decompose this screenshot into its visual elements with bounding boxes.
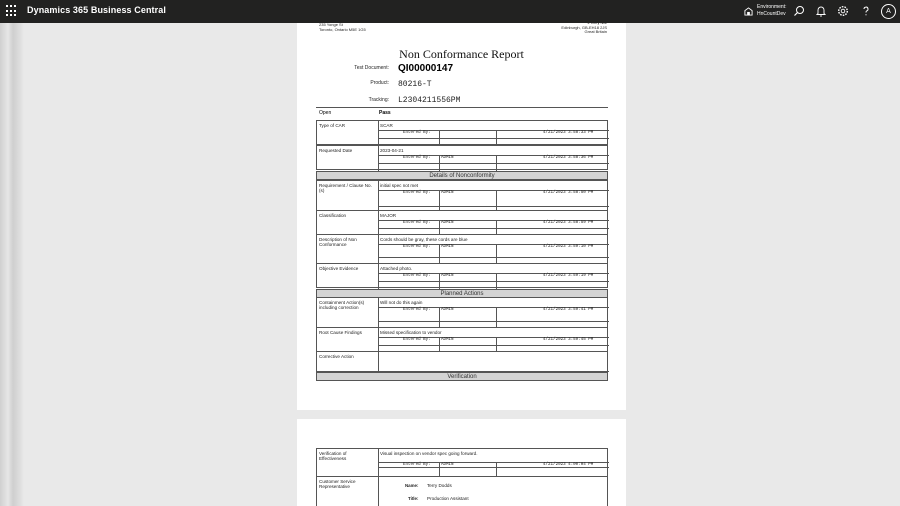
verification-label: Verification of Effectiveness	[319, 451, 347, 461]
entered-time: 4/21/2023 3:58:50 PM	[543, 191, 594, 195]
row-label: Corrective Action	[319, 354, 354, 359]
row-label: Requested Date	[319, 148, 353, 153]
csr-row	[316, 476, 608, 506]
table-row	[316, 297, 608, 328]
app-launcher-icon[interactable]	[6, 5, 18, 17]
search-icon[interactable]	[793, 5, 805, 17]
csr-title-value: Production Assistant	[427, 496, 469, 501]
help-icon[interactable]	[860, 5, 872, 17]
entered-by-label: Entered By:	[403, 463, 431, 467]
section-details: Details of Nonconformity	[316, 171, 608, 180]
table-row	[316, 145, 608, 170]
report-title: Non Conformance Report	[399, 47, 524, 61]
csr-name-value: Terry Dodds	[427, 483, 452, 488]
row-label: Containment Action(s) including correction	[319, 300, 365, 310]
entered-by-value: ADMIN	[441, 191, 454, 195]
table-row	[316, 234, 608, 264]
entered-time: 4/21/2023 4:00:04 PM	[543, 463, 594, 467]
entered-time: 4/21/2023 3:59:41 PM	[543, 308, 594, 312]
csr-name-label: Name:	[405, 483, 419, 488]
row-value: SCAR	[380, 123, 393, 128]
entered-by-label: Entered By:	[403, 274, 431, 278]
row-value: MAJOR	[380, 213, 397, 218]
entered-by-label: Entered By:	[403, 245, 431, 249]
section-planned-actions: Planned Actions	[316, 289, 608, 298]
product-value: 80216-T	[398, 80, 432, 89]
gear-icon[interactable]	[837, 5, 849, 17]
entered-by-label: Entered By:	[403, 308, 431, 312]
top-bar	[0, 0, 900, 23]
row-value: Attached photo.	[380, 266, 413, 271]
csr-label: Customer Service Representative	[319, 479, 356, 489]
entered-by-label: Entered By:	[403, 221, 431, 225]
entered-by-value: ADMIN	[441, 463, 454, 467]
table-row	[316, 180, 608, 213]
row-value: initial spec not met	[380, 183, 419, 188]
entered-by-value: ADMIN	[441, 245, 454, 249]
entered-time: 4/21/2023 3:59:45 PM	[543, 338, 594, 342]
entered-by-value: ADMIN	[441, 308, 454, 312]
row-value: Will not do this again	[380, 300, 423, 305]
row-label: Root Cause Findings	[319, 330, 362, 335]
entered-time: 4/21/2023 3:58:36 PM	[543, 156, 594, 160]
company-address-right: 2 Grey Nar Edinburgh, GB-EH18 2JS Great Britain	[561, 20, 607, 35]
entered-time: 4/21/2023 3:59:10 PM	[543, 245, 594, 249]
status-text: Open	[319, 110, 332, 116]
status-row	[316, 107, 608, 116]
entered-time: 4/21/2023 3:58:33 PM	[543, 131, 594, 135]
user-avatar[interactable]: A	[881, 4, 896, 19]
app-title[interactable]: Dynamics 365 Business Central	[27, 5, 166, 15]
table-row	[316, 210, 608, 235]
tracking-label: Tracking:	[368, 97, 389, 103]
entered-by-value: ADMIN	[441, 338, 454, 342]
environment-icon	[744, 7, 753, 16]
verification-row	[316, 448, 608, 477]
entered-by-value: ADMIN	[441, 156, 454, 160]
test-document-value: QI00000147	[398, 63, 454, 74]
test-document-label: Test Document:	[354, 65, 389, 71]
bell-icon[interactable]	[815, 5, 827, 17]
entered-by-label: Entered By:	[403, 338, 431, 342]
table-row	[316, 263, 608, 288]
report-page-2	[297, 419, 626, 506]
entered-by-value: ADMIN	[441, 274, 454, 278]
row-label: Objective Evidence	[319, 266, 359, 271]
row-label: Classification	[319, 213, 347, 218]
environment-name: HnCountDev	[757, 11, 786, 17]
table-row	[316, 120, 608, 145]
row-value: Missed specification to vendor	[380, 330, 442, 335]
row-label: Type of CAR	[319, 123, 346, 128]
entered-time: 4/21/2023 3:59:19 PM	[543, 274, 594, 278]
entered-by-label: Entered By:	[403, 156, 431, 160]
row-label: Requirement / Clause No.(s)	[319, 183, 372, 193]
environment-label: Environment:	[757, 4, 787, 10]
entered-time: 4/21/2023 3:58:59 PM	[543, 221, 594, 225]
csr-title-label: Title:	[408, 496, 419, 501]
row-value: 2023-04-21	[380, 148, 404, 153]
result-text: Pass	[379, 110, 391, 116]
verification-value: Visual inspection on vendor spec going forward.	[380, 451, 478, 456]
row-value: Cords should be gray, these cords are blue	[380, 237, 468, 242]
entered-by-label: Entered By:	[403, 131, 431, 135]
company-address-left: 235 Yonge St Toronto, Ontario M5E 1G5	[319, 22, 366, 32]
left-scroll-area[interactable]	[0, 23, 24, 506]
row-label: Description of Non Conformance	[319, 237, 357, 247]
tracking-value: L2304211556PM	[398, 96, 461, 105]
table-row	[316, 327, 608, 352]
table-row	[316, 351, 608, 372]
product-label: Product:	[370, 80, 389, 86]
report-page-1	[297, 20, 626, 410]
section-verification: Verification	[316, 372, 608, 381]
entered-by-label: Entered By:	[403, 191, 431, 195]
entered-by-value: ADMIN	[441, 221, 454, 225]
